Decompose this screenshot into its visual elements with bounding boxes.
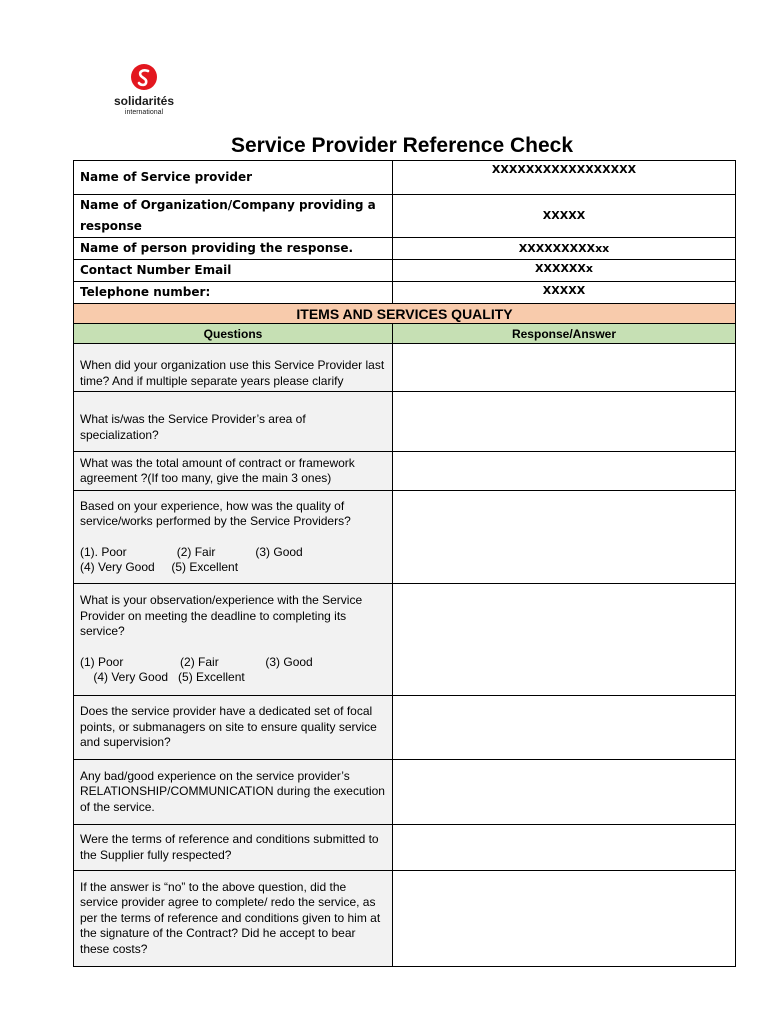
reference-check-form xyxy=(73,160,736,967)
question-text xyxy=(74,584,393,696)
info-row xyxy=(74,161,736,195)
answers-column-header: Response/Answer xyxy=(393,324,736,344)
question-label: What is/was the Service Provider’s area of specialization? xyxy=(80,412,306,442)
question-text xyxy=(74,825,393,871)
rating-options: (1) Poor (2) Fair (3) Good xyxy=(80,654,313,669)
info-label: Name of Service provider xyxy=(74,161,393,195)
question-label: Does the service provider have a dedicated set of focal points, or submanagers on site to ensure quality service and supervision? xyxy=(80,704,377,750)
answer-field[interactable] xyxy=(393,871,736,967)
question-label: Were the terms of reference and conditions submitted to the Supplier fully respected? xyxy=(80,832,379,862)
info-value[interactable]: XXXXXXx xyxy=(393,260,736,282)
info-row xyxy=(74,260,736,282)
question-label: Based on your experience, how was the quality of service/works performed by the Service Providers? xyxy=(80,498,351,528)
question-text xyxy=(74,871,393,967)
section-header-row xyxy=(74,304,736,324)
question-label: What is your observation/experience with the Service Provider on meeting the deadline to completing its service? xyxy=(80,593,363,639)
question-text xyxy=(74,392,393,452)
info-row xyxy=(74,282,736,304)
logo-name: solidarités xyxy=(113,94,175,108)
question-row xyxy=(74,452,736,491)
question-text xyxy=(74,452,393,491)
info-value[interactable]: XXXXXXXXXxx xyxy=(393,238,736,260)
info-value[interactable]: XXXXX xyxy=(393,282,736,304)
question-text xyxy=(74,760,393,825)
question-text xyxy=(74,696,393,760)
answer-field[interactable] xyxy=(393,696,736,760)
question-row xyxy=(74,825,736,871)
question-label: Any bad/good experience on the service provider’s RELATIONSHIP/COMMUNICATION during the execution of the service. xyxy=(80,768,385,814)
info-row xyxy=(74,238,736,260)
question-label: If the answer is “no” to the above question, did the service provider agree to complete/ redo the service, as per the terms of reference and conditions given to him at the signature of the Contract? Did he accept to bear these costs? xyxy=(80,879,381,956)
rating-options: (4) Very Good (5) Excellent xyxy=(80,560,239,574)
answer-field[interactable] xyxy=(393,760,736,825)
questions-column-header: Questions xyxy=(74,324,393,344)
question-row xyxy=(74,491,736,584)
document-title: Service Provider Reference Check xyxy=(230,134,574,157)
question-row xyxy=(74,584,736,696)
info-label: Name of Organization/Company providing a response xyxy=(74,195,393,238)
answer-field[interactable] xyxy=(393,392,736,452)
question-label: When did your organization use this Service Provider last time? And if multiple separate years please clarify xyxy=(80,358,385,388)
question-row xyxy=(74,392,736,452)
question-row xyxy=(74,760,736,825)
info-label: Telephone number: xyxy=(74,282,393,304)
logo-subtitle: international xyxy=(124,109,164,116)
organization-logo xyxy=(100,56,188,130)
question-text xyxy=(74,491,393,584)
question-row xyxy=(74,696,736,760)
question-text xyxy=(74,344,393,392)
info-label: Contact Number Email xyxy=(74,260,393,282)
info-label: Name of person providing the response. xyxy=(74,238,393,260)
answer-field[interactable] xyxy=(393,344,736,392)
info-value[interactable]: XXXXXXXXXXXXXXXXX xyxy=(393,161,736,195)
question-row xyxy=(74,344,736,392)
answer-field[interactable] xyxy=(393,491,736,584)
info-value[interactable]: XXXXX xyxy=(393,195,736,238)
question-row xyxy=(74,871,736,967)
answer-field[interactable] xyxy=(393,825,736,871)
answer-field[interactable] xyxy=(393,452,736,491)
column-header-row xyxy=(74,324,736,344)
logo-swirl-icon xyxy=(131,64,157,90)
rating-options: (1). Poor (2) Fair (3) Good xyxy=(80,544,303,559)
rating-options: (4) Very Good (5) Excellent xyxy=(80,670,245,685)
answer-field[interactable] xyxy=(393,584,736,696)
section-title: ITEMS AND SERVICES QUALITY xyxy=(74,304,736,324)
info-row xyxy=(74,195,736,238)
question-label: What was the total amount of contract or framework agreement ?(If too many, give the main 3 ones) xyxy=(80,455,355,485)
